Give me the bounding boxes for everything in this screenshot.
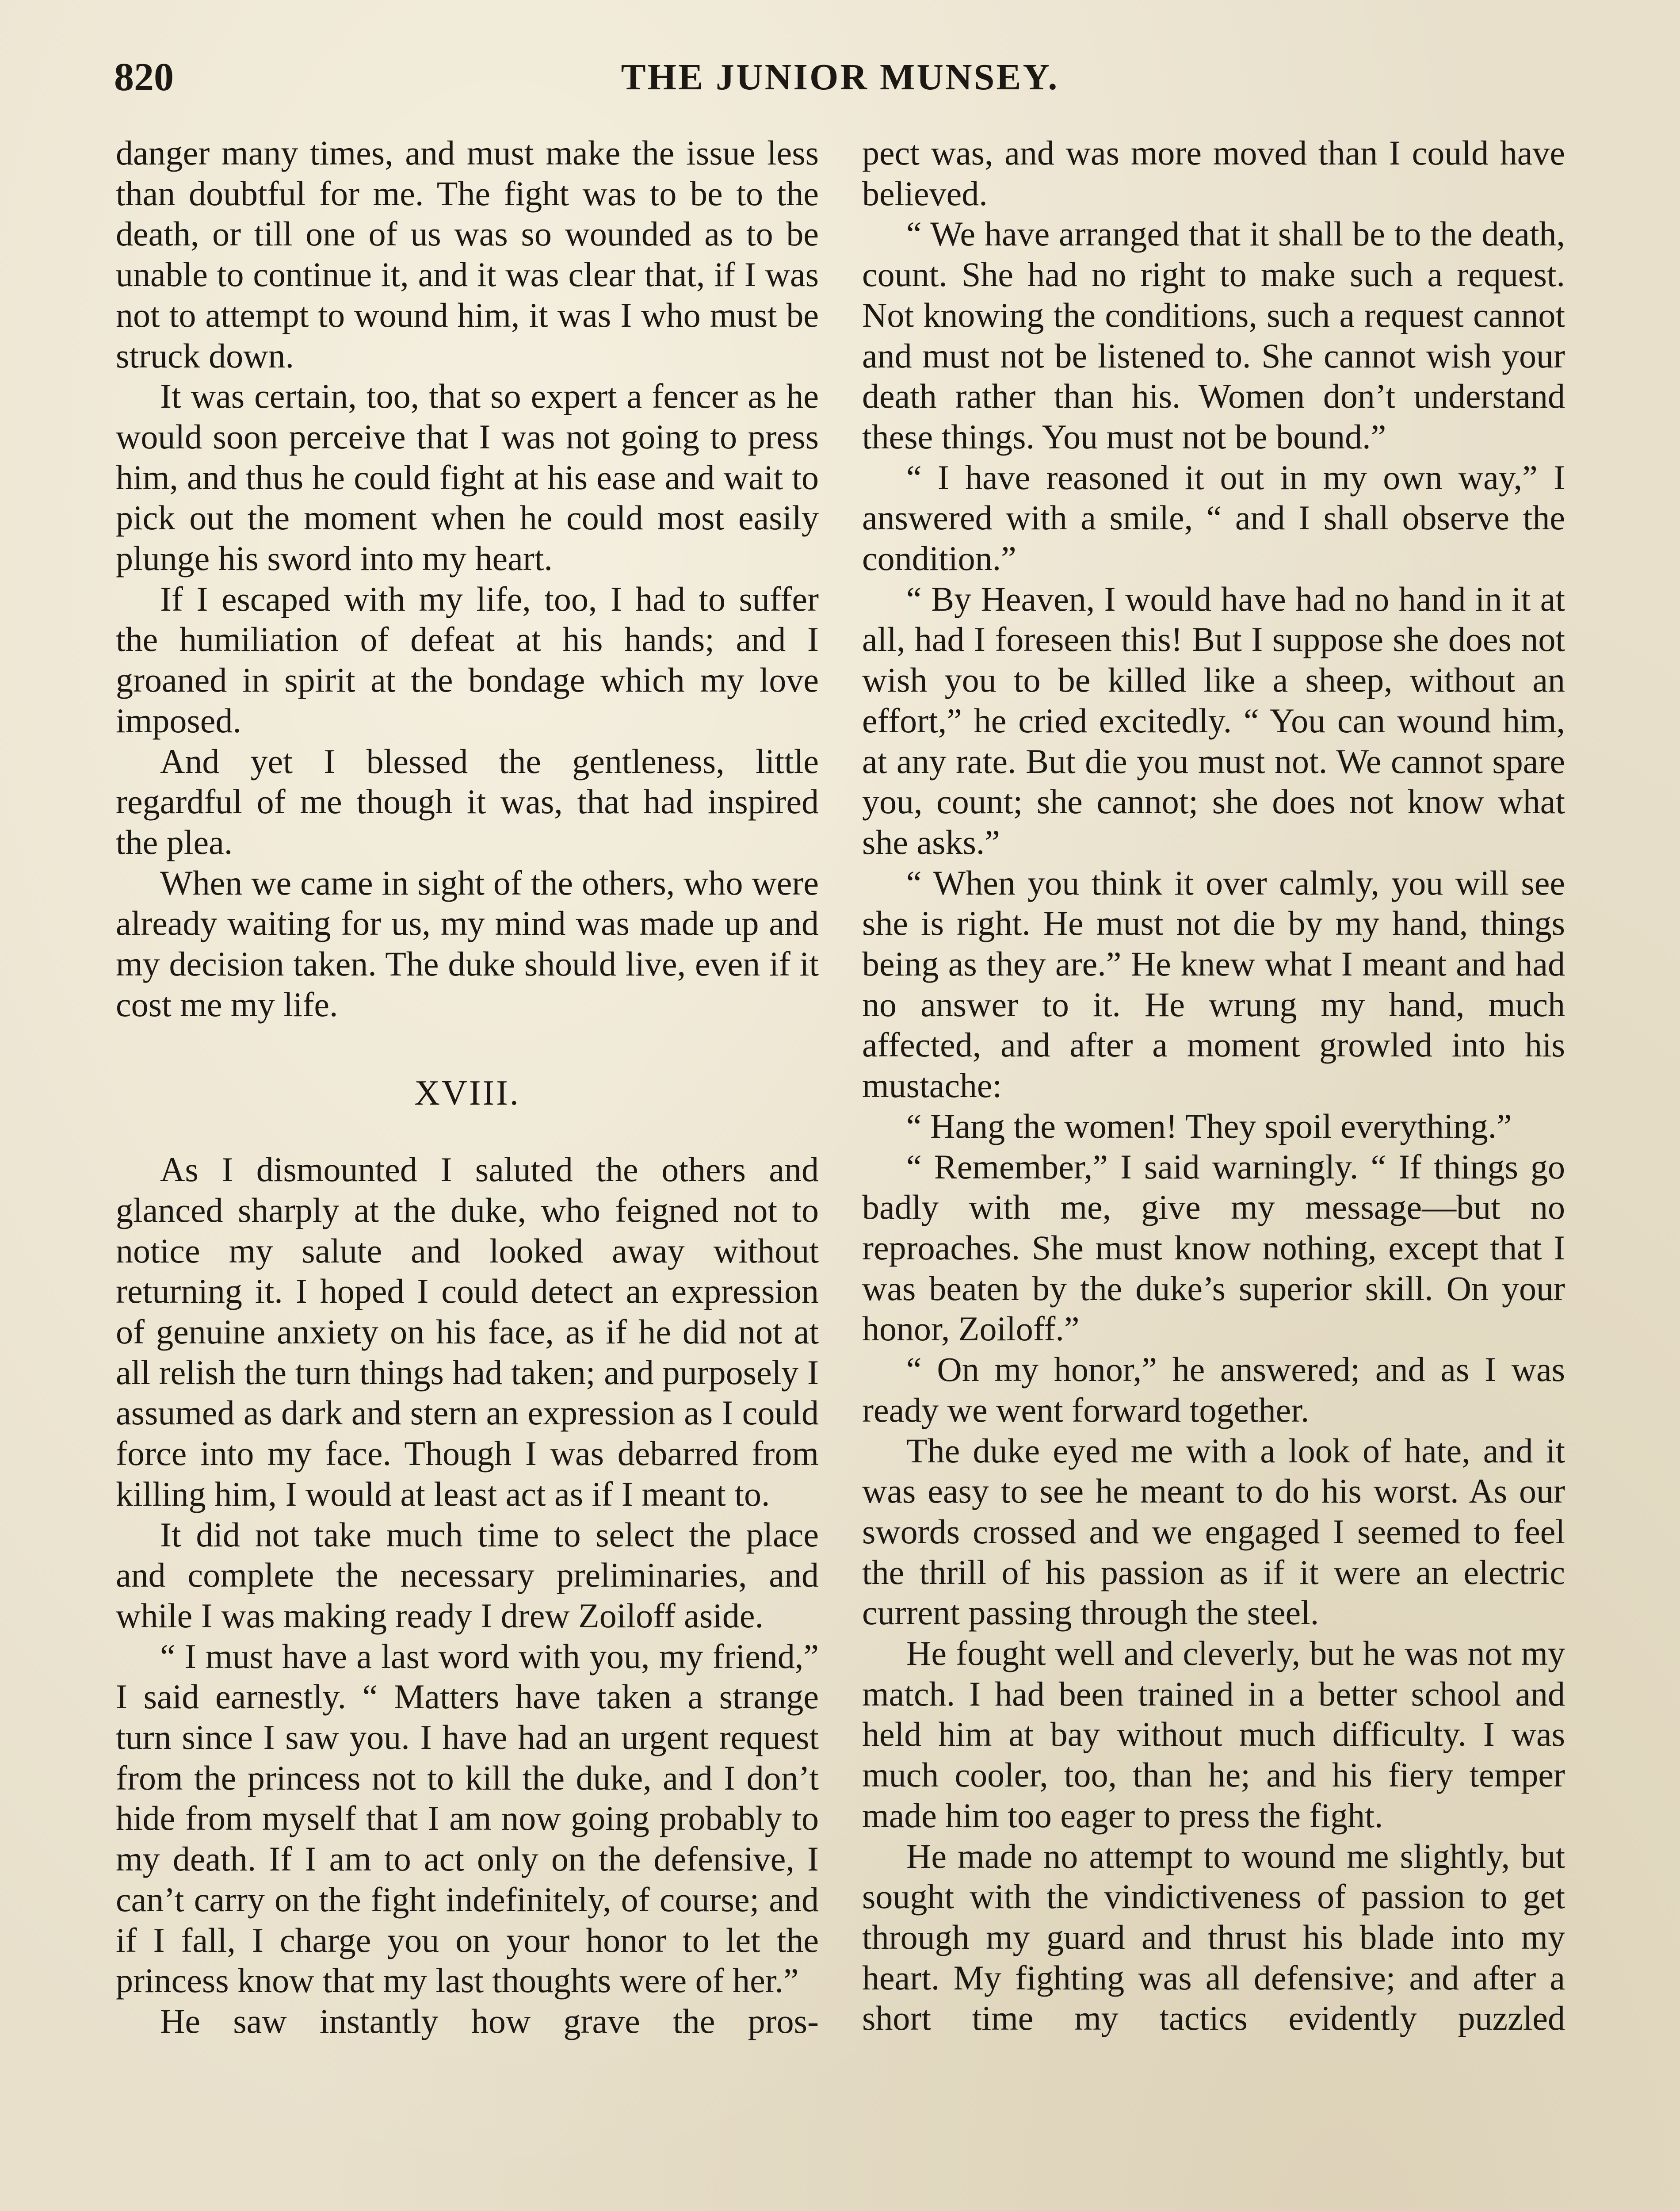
paragraph: It was certain, too, that so expert a fencer as he would soon perceive that I was not going to press him, and thus he could fight at his ease and wait to pick out the moment when he could most easily plunge his sword into my heart. — [116, 377, 819, 578]
paragraph: “ I must have a last word with you, my friend,” I said earnestly. “ Matters have taken a strange turn since I saw you. I have had an urgent request from the princess not to kill the duke, and I don’t hide from myself that I am now going probably to my death. If I am to act only on the defensive, I can’t carry on the fight indefinitely, of course; and if I fall, I charge you on your honor to let the princess know that my last thoughts were of her.” — [116, 1637, 819, 2000]
paragraph: It did not take much time to select the place and complete the necessary preliminaries, and while I was making ready I drew Zoiloff aside. — [116, 1515, 819, 1635]
paragraph: “ Hang the women! They spoil everything.” — [906, 1106, 1512, 1145]
paragraph: If I escaped with my life, too, I had to suffer the humiliation of defeat at his hands; and I groaned in spirit at the bondage which my love imposed. — [116, 579, 819, 740]
page-number: 820 — [114, 55, 174, 99]
paragraph: The duke eyed me with a look of hate, and it was easy to see he meant to do his worst. As our swords crossed and we engaged I seemed to feel the thrill of his passion as if it were an electric current passing through the steel. — [862, 1431, 1565, 1632]
paragraph: As I dismounted I saluted the others and glanced sharply at the duke, who feigned not to notice my salute and looked away without returning it. I hoped I could detect an expression of genuine anxiety on his face, as if he did not at all relish the turn things had taken; and purposely I assumed as dark and stern an expression as I could force into my face. Though I was debarred from killing him, I would at least act as if I meant to. — [116, 1150, 819, 1513]
paragraph: “ When you think it over calmly, you will see she is right. He must not die by my hand, things being as they are.” He knew what I meant and had no answer to it. He wrung my hand, much affected, and after a moment growled into his mustache: — [862, 863, 1565, 1105]
paragraph: “ By Heaven, I would have had no hand in it at all, had I foreseen this! But I suppose she does not wish you to be killed like a sheep, without an effort,” he cried excitedly. “ You can wound him, at any rate. But die you must not. We cannot spare you, count; she cannot; she does not know what she asks.” — [862, 579, 1565, 861]
paragraph: He fought well and cleverly, but he was not my match. I had been trained in a better school and held him at bay without much difficulty. I was much cooler, too, than he; and his fiery temper made him too eager to press the fight. — [862, 1634, 1565, 1835]
right-column — [862, 133, 1565, 2039]
paragraph: “ Remember,” I said warningly. “ If things go badly with me, give my message—but no reproaches. She must know nothing, except that I was beaten by the duke’s superior skill. On your honor, Zoiloff.” — [862, 1147, 1565, 1348]
paragraph: danger many times, and must make the issue less than doubtful for me. The fight was to be to the death, or till one of us was so wounded as to be unable to continue it, and it was clear that, if I was not to attempt to wound him, it was I who must be struck down. — [116, 134, 819, 375]
paragraph: And yet I blessed the gentleness, little regardful of me though it was, that had inspired the plea. — [116, 742, 819, 861]
paragraph: pect was, and was more moved than I could have believed. — [862, 134, 1565, 213]
page-header — [0, 53, 1680, 102]
paragraph: “ On my honor,” he answered; and as I was ready we went forward together. — [862, 1350, 1565, 1429]
chapter-heading: XVIII. — [414, 1074, 520, 1113]
left-column — [116, 133, 819, 2042]
paragraph: “ I have reasoned it out in my own way,” I answered with a smile, “ and I shall observe the condition.” — [862, 458, 1565, 578]
paragraph: He saw instantly how grave the pros- — [160, 2001, 819, 2040]
paragraph: When we came in sight of the others, who were already waiting for us, my mind was made up and my decision taken. The duke should live, even if it cost me my life. — [116, 863, 819, 1024]
running-title: THE JUNIOR MUNSEY. — [621, 57, 1059, 98]
paragraph: He made no attempt to wound me slightly, but sought with the vindictiveness of passion to get through my guard and thrust his blade into my heart. My fighting was all defensive; and after a short time my tactics evidently puzzled — [862, 1836, 1565, 2038]
paragraph: “ We have arranged that it shall be to the death, count. She had no right to make such a request. Not knowing the conditions, such a request cannot and must not be listened to. She cannot wish your death rather than his. Women don’t understand these things. You must not be bound.” — [862, 214, 1565, 456]
